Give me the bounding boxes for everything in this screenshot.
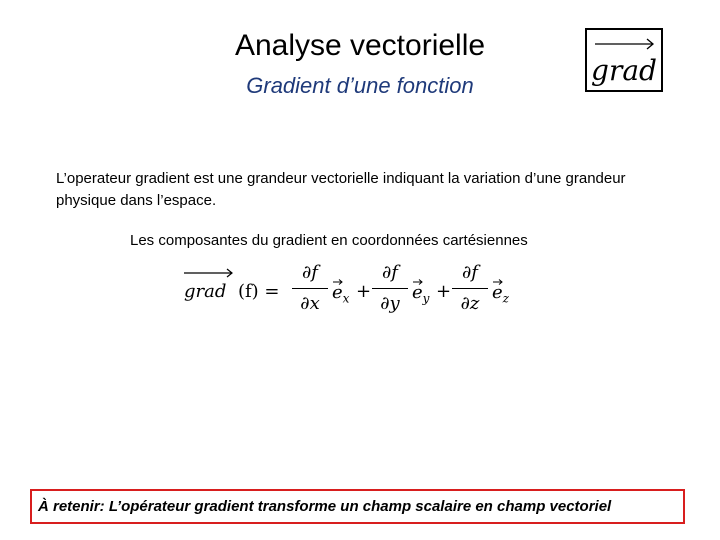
- fraction-z: [450, 260, 490, 317]
- grad-badge: [585, 28, 663, 92]
- fraction-x-numerator: ∂f: [302, 262, 318, 283]
- slide-title: Analyse vectorielle: [234, 29, 486, 62]
- lhs-arrow-icon: [180, 266, 240, 280]
- fraction-y-denominator: ∂y: [380, 293, 400, 314]
- gradient-formula: [180, 258, 540, 322]
- unit-vector-z-subscript: z: [502, 291, 509, 306]
- unit-vector-x: [332, 282, 349, 310]
- unit-vector-y-arrow-icon: [412, 278, 424, 286]
- grad-badge-label: grad: [591, 54, 657, 87]
- formula-grad: grad: [184, 281, 227, 302]
- slide-subtitle: Gradient d’une fonction: [246, 73, 474, 98]
- components-caption: Les composantes du gradient en coordonnées cartésiennes: [130, 232, 528, 249]
- unit-vector-z-symbol: e: [492, 282, 503, 303]
- key-takeaway-text: À retenir: L’opérateur gradient transforme un champ scalaire en champ vectoriel: [38, 498, 612, 515]
- plus-sign-2: +: [436, 281, 452, 302]
- definition-paragraph: L’operateur gradient est une grandeur vectorielle indiquant la variation d’une grandeur physique dans l’espace.: [56, 170, 626, 209]
- fraction-z-denominator: ∂z: [460, 293, 480, 314]
- fraction-x: [290, 260, 330, 317]
- unit-vector-y: [412, 282, 429, 310]
- plus-sign-1: +: [356, 281, 372, 302]
- unit-vector-z: [492, 282, 509, 310]
- fraction-x-bar: [292, 288, 328, 289]
- unit-vector-x-arrow-icon: [332, 278, 344, 286]
- fraction-z-bar: [452, 288, 488, 289]
- unit-vector-x-subscript: x: [342, 291, 350, 306]
- unit-vector-y-symbol: e: [412, 282, 423, 303]
- fraction-z-numerator: ∂f: [462, 262, 478, 283]
- unit-vector-z-arrow-icon: [492, 278, 504, 286]
- unit-vector-x-symbol: e: [332, 282, 343, 303]
- fraction-x-denominator: ∂x: [300, 293, 320, 314]
- key-takeaway-box: [30, 489, 685, 524]
- fraction-y: [370, 260, 410, 317]
- vector-arrow-icon: [587, 30, 661, 54]
- fraction-y-bar: [372, 288, 408, 289]
- formula-argument: (f) =: [238, 281, 280, 302]
- fraction-y-numerator: ∂f: [382, 262, 398, 283]
- unit-vector-y-subscript: y: [422, 291, 430, 306]
